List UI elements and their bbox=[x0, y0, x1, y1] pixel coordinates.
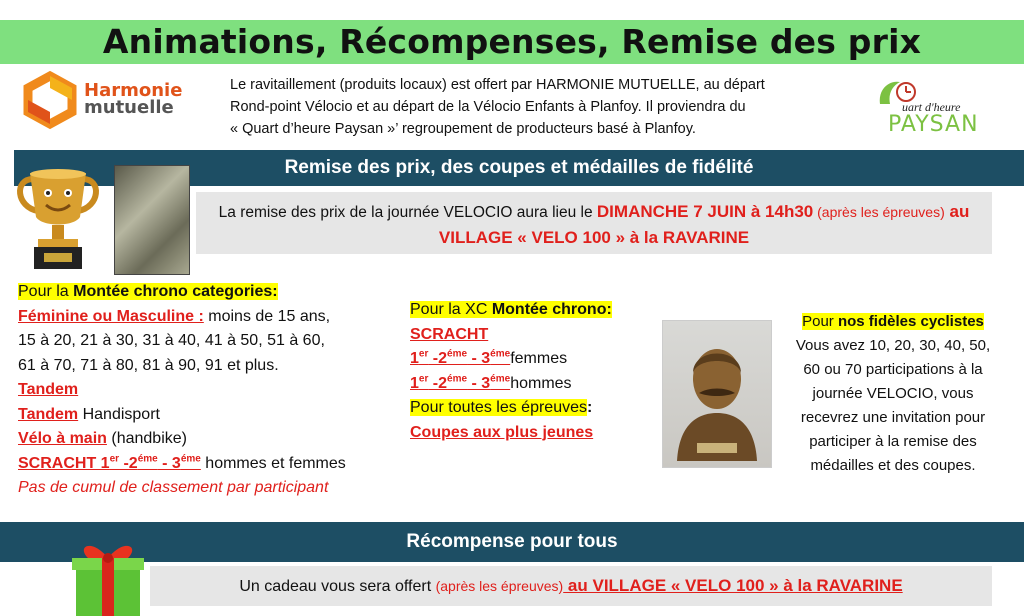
section-title: Remise des prix, des coupes et médailles de fidélité bbox=[284, 157, 754, 178]
page-title: Animations, Récompenses, Remise des prix bbox=[102, 22, 922, 61]
categories-column: Pour la Montée chrono categories: Féminine ou Masculine : moins de 15 ans, 15 à 20, 21 à 30, 31 à 40, 41 à 50, 51 à 60, 61 à 70, 71 à 80, 81 à 90, 91 et plus. Tandem Tandem Handisport Vélo à main (handbike) SCRACHT 1er $-2^{éme} - 3^{éme}$ hommes et femmes Pas de cumul de classement par participant bbox=[18, 280, 408, 501]
logo-text-paysan: PAYSAN bbox=[888, 112, 979, 137]
ceremony-location: au VILLAGE « VELO 100 » à la RAVARINE bbox=[438, 202, 970, 247]
gift-info-text: Un cadeau vous sera offert (après les épreuves) au VILLAGE « VELO 100 » à la RAVARINE bbox=[239, 576, 903, 595]
harmonie-mutuelle-logo bbox=[22, 70, 182, 130]
section-title: Récompense pour tous bbox=[406, 531, 618, 552]
xc-column: Pour la XC Montée chrono: SCRACHT 1er $-2^{éme}$ - $3^{éme}femmes$ 1er $-2^{éme}$ - $3^{éme}hommes$ Pour toutes les épreuves: Coupes aux plus jeunes bbox=[410, 298, 650, 445]
intro-line: Rond-point Vélocio et au départ de la Vélocio Enfants à Planfoy. Il proviendra du bbox=[230, 99, 746, 115]
youngest-cups: Coupes aux plus jeunes bbox=[410, 423, 594, 441]
logo-text-quart-heure: uart d'heure bbox=[902, 100, 961, 114]
hexagon-logo-icon bbox=[22, 70, 78, 130]
logo-text-harmonie: Harmonie bbox=[84, 80, 183, 101]
gift-icon bbox=[68, 532, 148, 616]
section-heading-recompense bbox=[0, 522, 1024, 562]
category-label: Vélo à main bbox=[18, 430, 107, 447]
commemorative-plaque-image bbox=[114, 165, 190, 275]
trophy-icon bbox=[8, 165, 108, 275]
category-label: SCRACHT bbox=[410, 325, 489, 343]
intro-line: Le ravitaillement (produits locaux) est offert par HARMONIE MUTUELLE, au départ bbox=[230, 77, 765, 93]
category-label: Tandem bbox=[18, 381, 79, 398]
title-banner bbox=[0, 20, 1024, 64]
intro-line: « Quart d’heure Paysan »’ regroupement de producteurs basé à Planfoy. bbox=[230, 121, 696, 137]
bust-icon bbox=[663, 321, 771, 467]
ceremony-info-text: La remise des prix de la journée VELOCIO aura lieu le DIMANCHE 7 JUIN à 14h30 (après les épreuves) au VILLAGE « VELO 100 » à la RAVARINE bbox=[218, 202, 970, 247]
loyalty-column: Pour nos fidèles cyclistes Vous avez 10, 20, 30, 40, 50, 60 ou 70 participations à la journée VELOCIO, vous recevrez une invitation pour participer à la remise des médailles et des coupes. bbox=[795, 313, 991, 474]
intro-paragraph bbox=[230, 74, 850, 140]
ceremony-date: DIMANCHE 7 JUIN à 14h30 bbox=[596, 202, 814, 221]
velocio-bust-image bbox=[662, 320, 772, 468]
category-label: Féminine ou Masculine : bbox=[18, 307, 204, 325]
gift-location: au VILLAGE « VELO 100 » à la RAVARINE bbox=[563, 576, 903, 595]
quart-heure-paysan-logo bbox=[860, 72, 1000, 140]
no-cumul-note: Pas de cumul de classement par participant bbox=[18, 479, 329, 496]
logo-text-mutuelle: mutuelle bbox=[84, 97, 174, 118]
